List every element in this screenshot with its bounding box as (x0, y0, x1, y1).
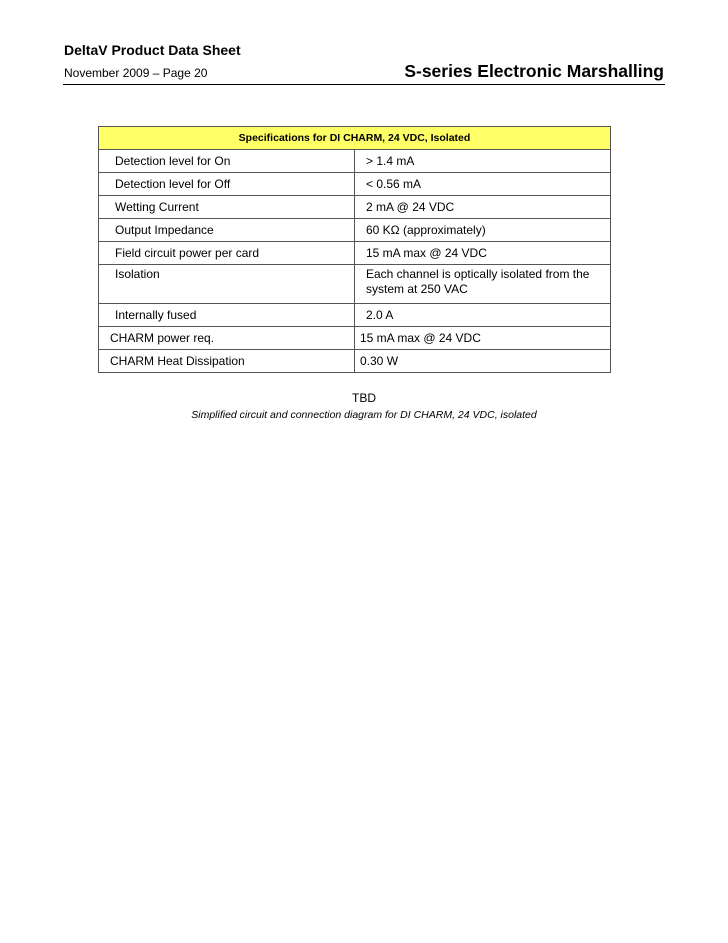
table-row (99, 219, 611, 242)
table-row (99, 304, 611, 327)
table-row (99, 196, 611, 219)
diagram-placeholder-text: TBD (352, 391, 376, 405)
table-heading: Specifications for DI CHARM, 24 VDC, Isolated (99, 127, 611, 150)
table-row (99, 265, 611, 304)
spec-value: < 0.56 mA (355, 173, 611, 196)
table-row (99, 242, 611, 265)
spec-label: Isolation (99, 265, 355, 304)
spec-label: CHARM Heat Dissipation (99, 350, 355, 373)
spec-label: Wetting Current (99, 196, 355, 219)
spec-value: > 1.4 mA (355, 150, 611, 173)
diagram-caption: Simplified circuit and connection diagram for DI CHARM, 24 VDC, isolated (191, 409, 537, 421)
document-title: DeltaV Product Data Sheet (64, 42, 241, 58)
table-row (99, 350, 611, 373)
spec-value: 15 mA max @ 24 VDC (355, 242, 611, 265)
document-series-title: S-series Electronic Marshalling (404, 61, 664, 81)
spec-label: Detection level for Off (99, 173, 355, 196)
table-row (99, 173, 611, 196)
spec-label: Internally fused (99, 304, 355, 327)
spec-label: Field circuit power per card (99, 242, 355, 265)
table-row (99, 327, 611, 350)
spec-value: 0.30 W (355, 350, 611, 373)
spec-value: 2 mA @ 24 VDC (355, 196, 611, 219)
specifications-table (98, 126, 611, 373)
spec-label: Detection level for On (99, 150, 355, 173)
spec-value: Each channel is optically isolated from the system at 250 VAC (355, 265, 611, 304)
table-row (99, 150, 611, 173)
diagram-placeholder (0, 391, 728, 405)
header-divider (63, 84, 665, 85)
spec-value: 15 mA max @ 24 VDC (355, 327, 611, 350)
spec-label: CHARM power req. (99, 327, 355, 350)
document-date-page: November 2009 – Page 20 (64, 66, 208, 80)
spec-value: 60 KΩ (approximately) (355, 219, 611, 242)
table-header-row (99, 127, 611, 150)
spec-label: Output Impedance (99, 219, 355, 242)
spec-value: 2.0 A (355, 304, 611, 327)
